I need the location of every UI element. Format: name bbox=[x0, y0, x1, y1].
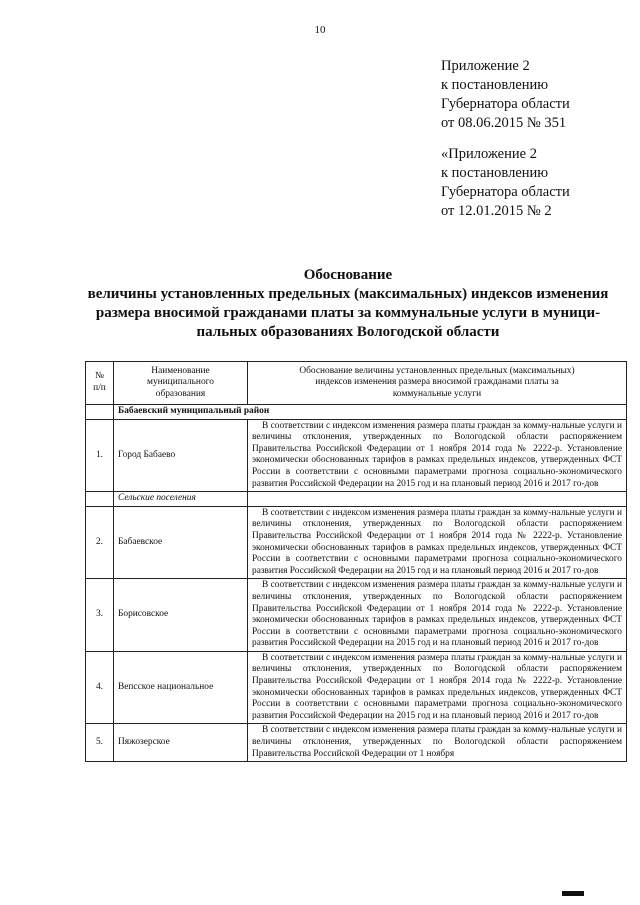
appendix-line: от 12.01.2015 № 2 bbox=[441, 203, 552, 219]
district-name: Бабаевский муниципальный район bbox=[114, 405, 627, 420]
row-justification: В соответствии с индексом изменения размера платы граждан за комму-нальные услуги и величины отклонения, утвержденных по Вологодской области распоряжением Правительства Российской Федерации от 1 ноября 2014 года № 2222-р. Установление экономически обоснованных тарифов в рамках предельных индексов, утвержденных ФСТ России в соответствии с основными параметрами прогноза социально-экономического развития Российской Федерации на 2015 год и на плановый период 2016 и 2017 го-дов bbox=[248, 419, 627, 492]
row-justification: В соответствии с индексом изменения размера платы граждан за комму-нальные услуги и величины отклонения, утвержденных по Вологодской области распоряжением Правительства Российской Федерации от 1 ноября 2014 года № 2222-р. Установление экономически обоснованных тарифов в рамках предельных индексов, утвержденных ФСТ России в соответствии с основными параметрами прогноза социально-экономического развития Российской Федерации на 2015 год и на плановый период 2016 и 2017 го-дов bbox=[248, 651, 627, 724]
page-number: 10 bbox=[314, 24, 326, 36]
appendix-line: «Приложение 2 bbox=[441, 146, 537, 162]
header-justification: Обоснование величины установленных предельных (максимальных) индексов изменения размера вносимой гражданами платы за коммунальные услуги bbox=[248, 362, 627, 405]
table-row bbox=[86, 419, 627, 492]
title-line: пальных образованиях Вологодской области bbox=[196, 324, 500, 340]
appendix-line: Губернатора области bbox=[441, 96, 570, 112]
table-row bbox=[86, 579, 627, 652]
justification-table bbox=[85, 361, 627, 762]
table-row bbox=[86, 724, 627, 762]
appendix-block-original bbox=[441, 145, 570, 221]
scan-barcode-mark bbox=[562, 891, 584, 896]
appendix-line: к постановлению bbox=[441, 165, 549, 181]
row-name: Город Бабаево bbox=[114, 419, 248, 492]
appendix-line: к постановлению bbox=[441, 77, 549, 93]
row-name: Бабаевское bbox=[114, 506, 248, 579]
header-num: № п/п bbox=[86, 362, 114, 405]
table-header-row bbox=[86, 362, 627, 405]
appendix-line: Приложение 2 bbox=[441, 58, 530, 74]
title-line: величины установленных предельных (максимальных) индексов изменения bbox=[87, 286, 609, 302]
document-title bbox=[70, 266, 626, 342]
settlements-num-cell bbox=[86, 492, 114, 507]
row-name: Вепсское национальное bbox=[114, 651, 248, 724]
title-line: Обоснование bbox=[303, 267, 393, 283]
title-line: размера вносимой гражданами платы за коммунальные услуги в муници- bbox=[95, 305, 601, 321]
row-name: Пяжозерское bbox=[114, 724, 248, 762]
district-num-cell bbox=[86, 405, 114, 420]
header-name: Наименование муниципального образования bbox=[114, 362, 248, 405]
row-num: 3. bbox=[86, 579, 114, 652]
district-row bbox=[86, 405, 627, 420]
row-num: 1. bbox=[86, 419, 114, 492]
row-justification: В соответствии с индексом изменения размера платы граждан за комму-нальные услуги и величины отклонения, утвержденных по Вологодской области распоряжением Правительства Российской Федерации от 1 ноября 2014 года № 2222-р. Установление экономически обоснованных тарифов в рамках предельных индексов, утвержденных ФСТ России в соответствии с основными параметрами прогноза социально-экономического развития Российской Федерации на 2015 год и на плановый период 2016 и 2017 го-дов bbox=[248, 506, 627, 579]
row-justification: В соответствии с индексом изменения размера платы граждан за комму-нальные услуги и величины отклонения, утвержденных по Вологодской области распоряжением Правительства Российской Федерации от 1 ноября 2014 года № 2222-р. Установление экономически обоснованных тарифов в рамках предельных индексов, утвержденных ФСТ России в соответствии с основными параметрами прогноза социально-экономического развития Российской Федерации на 2015 год и на плановый период 2016 и 2017 го-дов bbox=[248, 579, 627, 652]
settlements-row bbox=[86, 492, 627, 507]
settlements-label: Сельские поселения bbox=[114, 492, 248, 507]
appendix-line: Губернатора области bbox=[441, 184, 570, 200]
row-justification: В соответствии с индексом изменения размера платы граждан за комму-нальные услуги и величины отклонения, утвержденных по Вологодской области распоряжением Правительства Российской Федерации от 1 ноября bbox=[248, 724, 627, 762]
row-name: Борисовское bbox=[114, 579, 248, 652]
row-num: 5. bbox=[86, 724, 114, 762]
appendix-block-current bbox=[441, 57, 570, 133]
settlements-empty-cell bbox=[248, 492, 627, 507]
table-row bbox=[86, 651, 627, 724]
appendix-line: от 08.06.2015 № 351 bbox=[441, 115, 567, 131]
row-num: 4. bbox=[86, 651, 114, 724]
row-num: 2. bbox=[86, 506, 114, 579]
table-row bbox=[86, 506, 627, 579]
